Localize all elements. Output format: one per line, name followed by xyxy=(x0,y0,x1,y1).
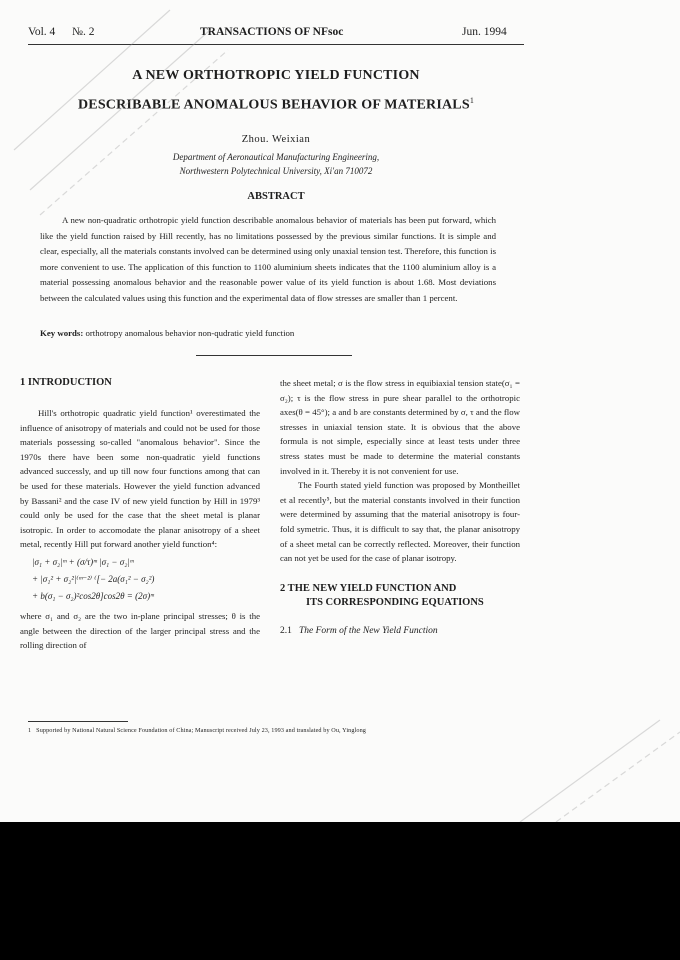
affiliation-line2: Northwestern Polytechnical University, Xi'an 710072 xyxy=(179,166,373,176)
equation-line1: |σ₁ + σ₂|ᵐ + (σ/τ)ᵐ |σ₁ − σ₂|ᵐ xyxy=(32,556,134,567)
abstract-heading: ABSTRACT xyxy=(247,191,305,202)
volume-label: Vol. 4 xyxy=(28,26,56,38)
subsection-number: 2.1 xyxy=(280,625,292,636)
issue-date: Jun. 1994 xyxy=(462,26,507,38)
section1-heading: 1 INTRODUCTION xyxy=(20,377,112,388)
equation-line2: + |σ₁² + σ₂²|⁽ᵐ⁻²⁾ ⁽[− 2a(σ₁² − σ₂²) xyxy=(32,573,155,584)
abstract-text: A new non-quadratic orthotropic yield function describable anomalous behavior of materials has been put forward, which like the yield function raised by Hill recently, has no limitations possessed by the previous similar functions. It is simple and clear, especially, all the materials constants involved can be determined using only unaxial tension test. Therefore, this function is more convenient to use. The application of this function to 1100 aluminium sheets indicates that the 1100 aluminium alloy is a material possessing anomalous behavior and the reasonable power value of its yield function is about 1.68. Most deviations between the calculated values using this function and the experimental data of flow stresses are smaller than 1 percent. xyxy=(40,215,496,303)
section2-heading-line1: 2 THE NEW YIELD FUNCTION AND xyxy=(280,582,457,594)
intro-paragraph: Hill's orthotropic quadratic yield function¹ overestimated the influence of anisotropy of materials and could not be used for those materials possessing so-called "anomalous behavior". Since the 1970s there have been some non-quadratic yield functions advanced successly, and up till now four functions among that can be used for these materials. However the yield function advanced by Bassani² and the case IV of new yield function by Hill in 1979³ could only be used for the case that the sheet metal is planar isotropic. In order to accomodate the planar anisotropy of a sheet metal, recently Hill put forward another yield function⁴: xyxy=(20,408,260,550)
subsection-title: The Form of the New Yield Function xyxy=(299,625,438,636)
keywords-label: Key words: xyxy=(40,328,84,338)
title-footnote-mark: 1 xyxy=(469,96,475,105)
watermark-top-left xyxy=(14,10,228,215)
where-paragraph: where σ₁ and σ₂ are the two in-plane principal stresses; θ is the angle between the direction of the larger principal stress and the rolling direction of xyxy=(20,610,260,651)
section2-heading-line2: ITS CORRESPONDING EQUATIONS xyxy=(306,596,484,608)
paper-title-line1: A NEW ORTHOTROPIC YIELD FUNCTION xyxy=(132,68,420,83)
montheillet-paragraph: The Fourth stated yield function was proposed by Montheillet et al recently⁵, but the material constants involved in their function were determined by assuming that the material anisotropy is four-fold symetric. Thus, it is difficult to say that, the planar anisotropy of a sheet metal can be correctly reflected. Moreover, their function can not yet be used for the case of planar isotropy. xyxy=(280,480,520,564)
author-name: Zhou. Weixian xyxy=(241,134,311,145)
footnote-text: Supported by National Natural Science Foundation of China; Manuscript received July 23, 1993 and translated by Ou, Yinglong xyxy=(36,727,366,734)
issue-number: №. 2 xyxy=(72,26,95,38)
affiliation-line1: Department of Aeronautical Manufacturing Engineering, xyxy=(172,152,380,162)
journal-name: TRANSACTIONS OF NFsoc xyxy=(200,26,344,38)
equation-line3: + b(σ₁ − σ₂)²cos2θ]cos2θ = (2σ)ᵐ xyxy=(32,590,154,601)
keywords-list: orthotropy anomalous behavior non-qudratic yield function xyxy=(85,328,295,338)
footnote-mark: 1 xyxy=(28,727,32,734)
scan-black-band xyxy=(0,822,680,960)
paper-title-line2-text: DESCRIBABLE ANOMALOUS BEHAVIOR OF MATERIALS xyxy=(77,97,470,113)
watermark-bottom-right xyxy=(520,720,680,822)
continued-paragraph: the sheet metal; σ is the flow stress in equibiaxial tension state(σ₁ = σ₂); τ is the flow stress in pure shear parallel to the orthotropic axes(θ = 45°); a and b are constants determined by σ, τ and the flow stresses in uniaxial tension state. It is obvious that the above formula is not simple, especially since at least tests under three stress states must be made to determine the material constants involved in it. Thereby it is not convenient for use. xyxy=(280,378,520,476)
